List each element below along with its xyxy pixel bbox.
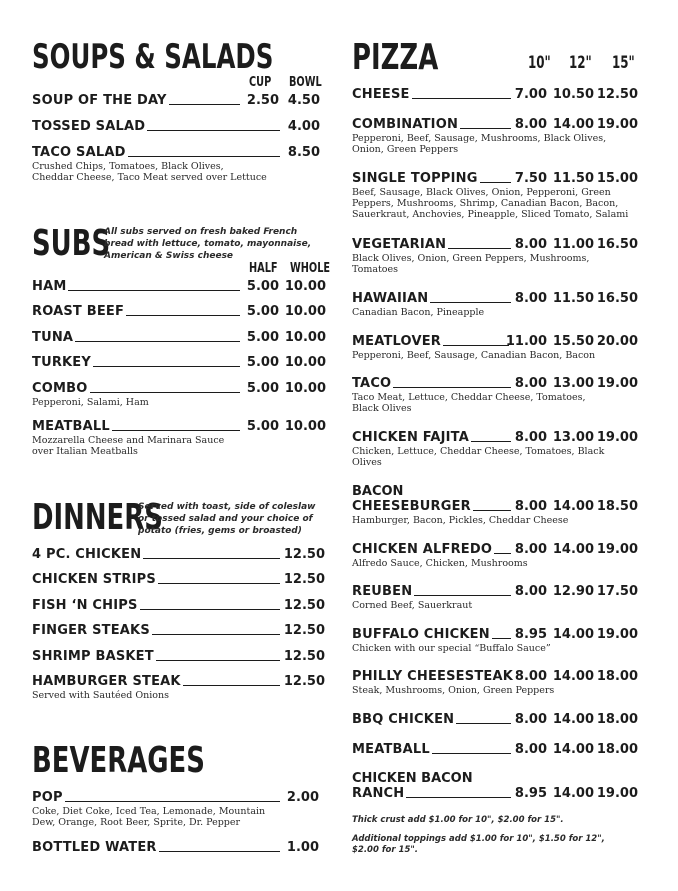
menu-item-name-top: CHICKEN BACON <box>352 771 473 786</box>
menu-item-description: Black Olives, Onion, Green Peppers, Mushrooms, Tomatoes <box>352 253 590 275</box>
menu-item-price: 8.95 <box>514 627 547 642</box>
menu-item-price: 10.00 <box>284 419 326 434</box>
menu-item-name: CHEESE <box>352 87 410 102</box>
menu-item-name: REUBEN <box>352 584 413 599</box>
menu-item-price: 5.00 <box>246 381 279 396</box>
menu-item-description: Hamburger, Bacon, Pickles, Cheddar Cheese <box>352 515 569 526</box>
leader-line <box>65 801 280 802</box>
menu-item-name: POP <box>32 790 63 805</box>
menu-item-row <box>32 599 283 612</box>
menu-item-price: 10.00 <box>284 381 326 396</box>
dinners-note: Served with toast, side of coleslaw or tossed salad and your choice of potato (fries, gems or broasted) <box>138 502 316 536</box>
menu-item-description: Pepperoni, Beef, Sausage, Canadian Bacon, Bacon <box>352 350 596 361</box>
menu-item-name: CHICKEN STRIPS <box>32 572 156 587</box>
menu-item-name: HAWAIIAN <box>352 291 429 306</box>
menu-item-name: CHEESEBURGER <box>352 499 471 514</box>
menu-item-price: 8.95 <box>514 786 547 801</box>
menu-item-name: COMBINATION <box>352 117 459 132</box>
menu-item-description: Beef, Sausage, Black Olives, Onion, Pepperoni, Green Peppers, Mushrooms, Shrimp, Canadian Bacon, Bacon, Sauerkraut, Anchovies, Pineapple, Sliced Tomato, Salami <box>352 187 629 220</box>
menu-item-description: Chicken, Lettuce, Cheddar Cheese, Tomatoes, Black Olives <box>352 446 605 468</box>
menu-item-row <box>32 94 243 107</box>
menu-item-price: 11.00 <box>552 237 594 252</box>
menu-item-name: CHICKEN FAJITA <box>352 430 470 445</box>
leader-line <box>412 98 511 99</box>
menu-item-price: 8.50 <box>287 145 320 160</box>
menu-item-price: 14.00 <box>552 669 594 684</box>
menu-item-price: 11.00 <box>505 334 547 349</box>
menu-item-name: TACO SALAD <box>32 145 126 160</box>
leader-line <box>430 302 511 303</box>
menu-item-price: 16.50 <box>596 237 638 252</box>
menu-item-price: 2.00 <box>286 790 319 805</box>
pizza-footnote-thick: Thick crust add $1.00 for 10", $2.00 for 15". <box>352 815 564 825</box>
menu-item-row <box>32 650 283 663</box>
col-bowl-header: BOWL <box>289 75 322 90</box>
menu-item-name: COMBO <box>32 381 88 396</box>
col-10-header: 10" <box>528 53 551 73</box>
menu-item-price: 11.50 <box>552 171 594 186</box>
menu-item-row <box>32 146 283 159</box>
menu-item-row <box>352 335 512 348</box>
menu-item-price: 8.00 <box>514 376 547 391</box>
menu-item-name: MEATBALL <box>352 742 430 757</box>
menu-item-row <box>352 238 514 251</box>
menu-item-price: 14.00 <box>552 742 594 757</box>
menu-item-price: 5.00 <box>246 279 279 294</box>
menu-item-name: FINGER STEAKS <box>32 623 150 638</box>
menu-item-price: 5.00 <box>246 304 279 319</box>
menu-item-price: 8.00 <box>514 430 547 445</box>
menu-item-price: 14.00 <box>552 712 594 727</box>
leader-line <box>112 430 240 431</box>
menu-item-description: Taco Meat, Lettuce, Cheddar Cheese, Tomatoes, Black Olives <box>352 392 586 414</box>
menu-item-name: SOUP OF THE DAY <box>32 93 167 108</box>
menu-item-price: 5.00 <box>246 355 279 370</box>
leader-line <box>456 723 511 724</box>
menu-item-price: 10.00 <box>284 304 326 319</box>
leader-line <box>126 315 240 316</box>
menu-item-price: 12.50 <box>283 572 325 587</box>
menu-item-price: 19.00 <box>596 430 638 445</box>
menu-item-price: 18.50 <box>596 499 638 514</box>
menu-item-name: RANCH <box>352 786 405 801</box>
subs-note: All subs served on fresh baked French bread with lettuce, tomato, mayonnaise, American & Swiss cheese <box>104 227 312 261</box>
col-half-header: HALF <box>249 261 278 276</box>
menu-item-description: Pepperoni, Salami, Ham <box>32 397 149 408</box>
menu-item-name: HAM <box>32 279 67 294</box>
menu-item-price: 4.50 <box>287 93 320 108</box>
leader-line <box>75 341 240 342</box>
menu-item-price: 19.00 <box>596 786 638 801</box>
menu-item-row <box>32 280 243 293</box>
menu-item-price: 13.00 <box>552 376 594 391</box>
menu-item-name: 4 PC. CHICKEN <box>32 547 142 562</box>
menu-item-name: BUFFALO CHICKEN <box>352 627 490 642</box>
dinners-title: DINNERS <box>32 497 163 538</box>
menu-item-name-top: BACON <box>352 484 404 499</box>
menu-item-price: 15.50 <box>552 334 594 349</box>
menu-item-name: ROAST BEEF <box>32 304 125 319</box>
leader-line <box>156 660 280 661</box>
leader-line <box>169 104 240 105</box>
menu-item-price: 14.00 <box>552 499 594 514</box>
menu-item-name: VEGETARIAN <box>352 237 447 252</box>
menu-item-price: 8.00 <box>514 291 547 306</box>
menu-item-price: 12.50 <box>596 87 638 102</box>
menu-item-price: 18.00 <box>596 669 638 684</box>
menu-item-price: 19.00 <box>596 542 638 557</box>
menu-item-price: 12.50 <box>283 674 325 689</box>
menu-item-row <box>32 331 243 344</box>
menu-item-price: 18.00 <box>596 712 638 727</box>
menu-item-row <box>352 88 514 101</box>
subs-title: SUBS <box>32 223 111 264</box>
menu-item-price: 8.00 <box>514 237 547 252</box>
menu-item-price: 5.00 <box>246 330 279 345</box>
menu-item-name: TACO <box>352 376 392 391</box>
menu-item-price: 12.50 <box>283 623 325 638</box>
menu-item-price: 15.00 <box>596 171 638 186</box>
leader-line <box>159 851 280 852</box>
menu-item-price: 12.50 <box>283 547 325 562</box>
menu-item-price: 8.00 <box>514 669 547 684</box>
menu-item-name: BBQ CHICKEN <box>352 712 455 727</box>
menu-item-name: CHICKEN ALFREDO <box>352 542 493 557</box>
menu-item-row <box>352 743 514 756</box>
menu-item-description: Served with Sautéed Onions <box>32 690 169 701</box>
menu-item-price: 8.00 <box>514 117 547 132</box>
menu-item-price: 8.00 <box>514 742 547 757</box>
leader-line <box>93 366 240 367</box>
leader-line <box>443 345 509 346</box>
menu-item-name: TOSSED SALAD <box>32 119 146 134</box>
menu-item-price: 18.00 <box>596 742 638 757</box>
menu-item-price: 14.00 <box>552 542 594 557</box>
menu-item-price: 13.00 <box>552 430 594 445</box>
leader-line <box>152 634 280 635</box>
beverages-title: BEVERAGES <box>32 740 205 781</box>
menu-item-price: 14.00 <box>552 786 594 801</box>
menu-item-price: 10.50 <box>552 87 594 102</box>
menu-item-price: 8.00 <box>514 542 547 557</box>
menu-item-description: Chicken with our special “Buffalo Sauce” <box>352 643 551 654</box>
leader-line <box>473 510 511 511</box>
menu-item-row <box>32 305 243 318</box>
leader-line <box>68 290 240 291</box>
leader-line <box>393 387 511 388</box>
menu-item-price: 12.50 <box>283 649 325 664</box>
menu-item-name: SHRIMP BASKET <box>32 649 154 664</box>
menu-item-name: BOTTLED WATER <box>32 840 157 855</box>
menu-item-row <box>352 292 514 305</box>
leader-line <box>432 753 511 754</box>
menu-item-price: 14.00 <box>552 627 594 642</box>
menu-item-row <box>32 548 283 561</box>
leader-line <box>158 583 280 584</box>
menu-item-row <box>32 791 283 804</box>
menu-item-price: 10.00 <box>284 355 326 370</box>
menu-item-name: TURKEY <box>32 355 92 370</box>
leader-line <box>460 128 511 129</box>
menu-item-description: Pepperoni, Beef, Sausage, Mushrooms, Black Olives, Onion, Green Peppers <box>352 133 607 155</box>
menu-item-row <box>32 624 283 637</box>
menu-item-row <box>32 356 243 369</box>
menu-item-price: 7.00 <box>514 87 547 102</box>
menu-item-price: 8.00 <box>514 499 547 514</box>
menu-item-row <box>32 120 283 133</box>
menu-item-row <box>352 431 514 444</box>
menu-item-price: 4.00 <box>287 119 320 134</box>
col-15-header: 15" <box>612 53 635 73</box>
leader-line <box>90 392 241 393</box>
menu-item-row <box>352 670 514 683</box>
leader-line <box>143 558 280 559</box>
menu-item-price: 20.00 <box>596 334 638 349</box>
menu-item-description: Corned Beef, Sauerkraut <box>352 600 473 611</box>
menu-item-price: 19.00 <box>596 117 638 132</box>
leader-line <box>128 156 280 157</box>
menu-item-row <box>352 585 514 598</box>
menu-item-price: 19.00 <box>596 627 638 642</box>
menu-item-name: FISH ‘N CHIPS <box>32 598 138 613</box>
leader-line <box>140 609 280 610</box>
menu-item-price: 11.50 <box>552 291 594 306</box>
pizza-title: PIZZA <box>352 37 439 78</box>
menu-item-row <box>32 573 283 586</box>
menu-item-row <box>32 675 283 688</box>
col-cup-header: CUP <box>249 75 272 90</box>
menu-item-name: HAMBURGER STEAK <box>32 674 181 689</box>
menu-item-price: 10.00 <box>284 330 326 345</box>
col-whole-header: WHOLE <box>290 261 331 276</box>
leader-line <box>448 248 511 249</box>
menu-item-price: 17.50 <box>596 584 638 599</box>
menu-item-description: Alfredo Sauce, Chicken, Mushrooms <box>352 558 528 569</box>
menu-item-row <box>32 841 283 854</box>
leader-line <box>147 130 280 131</box>
menu-item-price: 7.50 <box>514 171 547 186</box>
leader-line <box>406 797 511 798</box>
menu-item-price: 8.00 <box>514 712 547 727</box>
menu-item-description: Canadian Bacon, Pineapple <box>352 307 485 318</box>
menu-item-row <box>352 172 514 185</box>
menu-item-price: 1.00 <box>286 840 319 855</box>
menu-item-price: 19.00 <box>596 376 638 391</box>
menu-item-price: 2.50 <box>246 93 279 108</box>
menu-item-price: 5.00 <box>246 419 279 434</box>
menu-item-price: 8.00 <box>514 584 547 599</box>
menu-item-price: 12.50 <box>283 598 325 613</box>
menu-item-price: 10.00 <box>284 279 326 294</box>
menu-item-row <box>352 713 514 726</box>
menu-item-price: 12.90 <box>552 584 594 599</box>
leader-line <box>471 441 511 442</box>
menu-item-row <box>352 543 514 556</box>
pizza-footnote-toppings: Additional toppings add $1.00 for 10", $1.50 for 12", $2.00 for 15". <box>352 834 605 855</box>
menu-item-row <box>352 500 514 513</box>
menu-item-price: 16.50 <box>596 291 638 306</box>
menu-item-price: 14.00 <box>552 117 594 132</box>
menu-item-row <box>352 377 514 390</box>
menu-item-description: Coke, Diet Coke, Iced Tea, Lemonade, Mountain Dew, Orange, Root Beer, Sprite, Dr. Pepper <box>32 806 266 828</box>
leader-line <box>183 685 280 686</box>
menu-item-description: Crushed Chips, Tomatoes, Black Olives, Cheddar Cheese, Taco Meat served over Lettuce <box>32 161 267 183</box>
menu-item-name: PHILLY CHEESESTEAK <box>352 669 513 684</box>
soups-salads-title: SOUPS & SALADS <box>32 37 274 77</box>
menu-item-row <box>32 420 243 433</box>
menu-item-row <box>352 118 514 131</box>
menu-item-name: SINGLE TOPPING <box>352 171 478 186</box>
menu-item-name: MEATLOVER <box>352 334 442 349</box>
col-12-header: 12" <box>569 53 592 73</box>
menu-item-description: Steak, Mushrooms, Onion, Green Peppers <box>352 685 555 696</box>
menu-item-description: Mozzarella Cheese and Marinara Sauce over Italian Meatballs <box>32 435 225 457</box>
menu-item-row <box>352 628 514 641</box>
menu-item-row <box>32 382 243 395</box>
menu-item-name: TUNA <box>32 330 74 345</box>
leader-line <box>414 595 511 596</box>
menu-item-row <box>352 787 514 800</box>
menu-item-name: MEATBALL <box>32 419 110 434</box>
